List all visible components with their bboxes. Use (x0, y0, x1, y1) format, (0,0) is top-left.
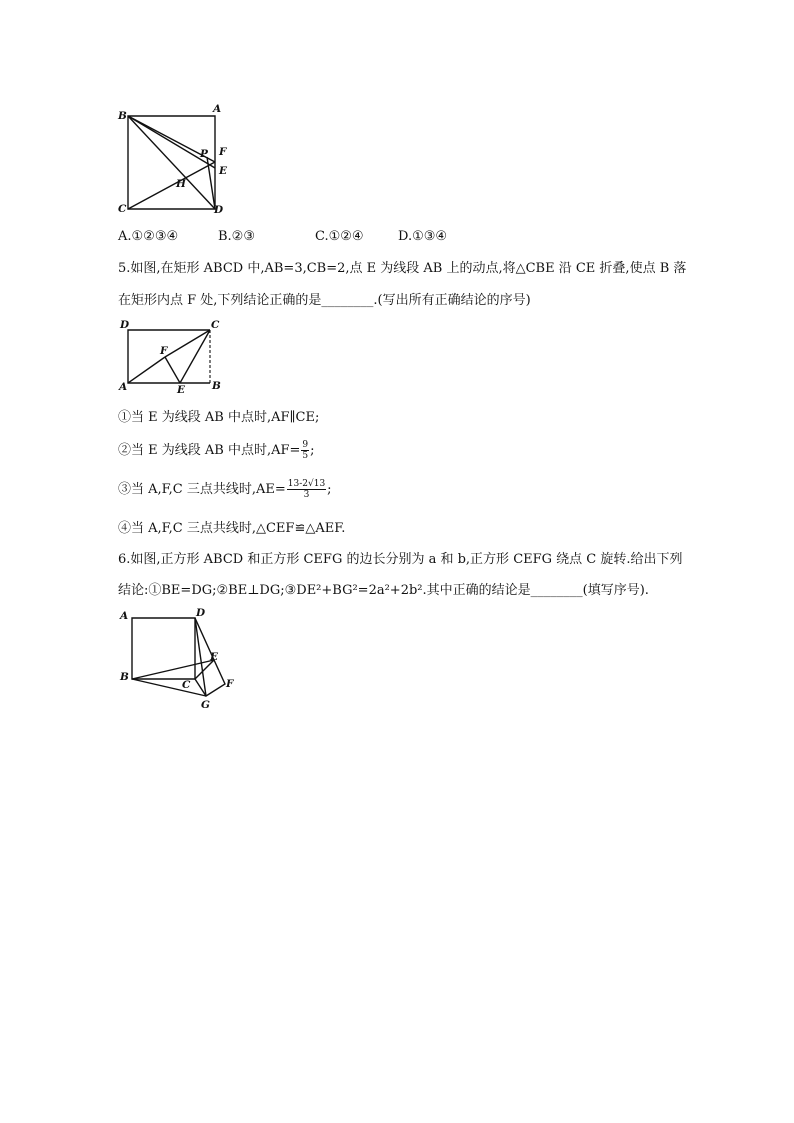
square-cefg (195, 660, 225, 696)
segment-be (128, 116, 215, 168)
label-a: A (119, 381, 128, 393)
square-abcd (132, 618, 195, 679)
q5-statement-2 (118, 440, 315, 462)
option-a: A.①②③④ (118, 229, 179, 244)
fraction-ae-denominator: 3 (303, 490, 310, 500)
q5-statement-4: ④当 A,F,C 三点共线时,△CEF≌△AEF. (118, 521, 346, 536)
q5-line-1: 5.如图,在矩形 ABCD 中,AB=3,CB=2,点 E 为线段 AB 上的动点,将△CBE 沿 CE 折叠,使点 B 落 (118, 261, 687, 276)
label-e: E (219, 165, 228, 177)
figure-rectangle-fold (110, 314, 230, 394)
q5-statement-2-text: ②当 E 为线段 AB 中点时,AF= (118, 443, 301, 458)
label-b: B (120, 671, 129, 683)
fraction-9-5-numerator: 9 (302, 440, 309, 450)
label-b: B (118, 110, 127, 122)
q6-line-2: 结论:①BE=DG;②BE⊥DG;③DE²+BG²=2a²+2b².其中正确的结论是________(填写序号). (118, 583, 649, 598)
q5-statement-3-end: ; (327, 482, 332, 497)
label-c: C (118, 203, 127, 215)
segment-fc (165, 330, 210, 357)
label-a: A (120, 610, 129, 622)
label-b: B (212, 380, 221, 392)
label-f: F (219, 146, 227, 158)
q5-statement-3 (118, 479, 332, 501)
q6-line-1: 6.如图,正方形 ABCD 和正方形 CEFG 的边长分别为 a 和 b,正方形 CEFG 绕点 C 旋转.给出下列 (118, 552, 683, 567)
label-a: A (213, 103, 222, 115)
segment-bg (132, 679, 206, 696)
label-c: C (211, 319, 220, 331)
figure-two-squares-svg (110, 604, 250, 714)
label-d: D (196, 607, 206, 619)
fraction-9-5-denominator: 5 (302, 451, 309, 461)
figure-rectangle-fold-svg (110, 314, 230, 394)
q5-line-2: 在矩形内点 F 处,下列结论正确的是________.(写出所有正确结论的序号) (118, 293, 531, 308)
label-g: G (201, 699, 210, 711)
segment-bd (128, 116, 215, 209)
q5-statement-2-end: ; (310, 443, 315, 458)
option-b: B.②③ (218, 229, 255, 244)
label-f: F (160, 345, 168, 357)
figure-two-squares (110, 604, 250, 714)
q5-statement-1: ①当 E 为线段 AB 中点时,AF∥CE; (118, 410, 320, 425)
fraction-ae-numerator: 13-2√13 (287, 479, 326, 489)
option-d: D.①③④ (398, 229, 448, 244)
fraction-ae (287, 479, 326, 500)
segment-af (128, 357, 165, 383)
label-p: P (200, 148, 208, 160)
label-d: D (120, 319, 130, 331)
option-c: C.①②④ (315, 229, 364, 244)
segment-ec (180, 330, 210, 383)
label-d: D (214, 204, 224, 216)
q5-statement-3-text: ③当 A,F,C 三点共线时,AE= (118, 482, 286, 497)
fraction-9-5 (301, 440, 309, 461)
segment-cf (128, 162, 215, 209)
label-e: E (177, 384, 186, 396)
label-e: E (210, 651, 219, 663)
figure-square-bpd (110, 100, 250, 220)
segment-fe (165, 357, 180, 383)
label-f: F (226, 678, 234, 690)
label-h: H (176, 178, 186, 190)
label-c: C (182, 679, 191, 691)
figure-square-bpd-svg (110, 100, 250, 220)
